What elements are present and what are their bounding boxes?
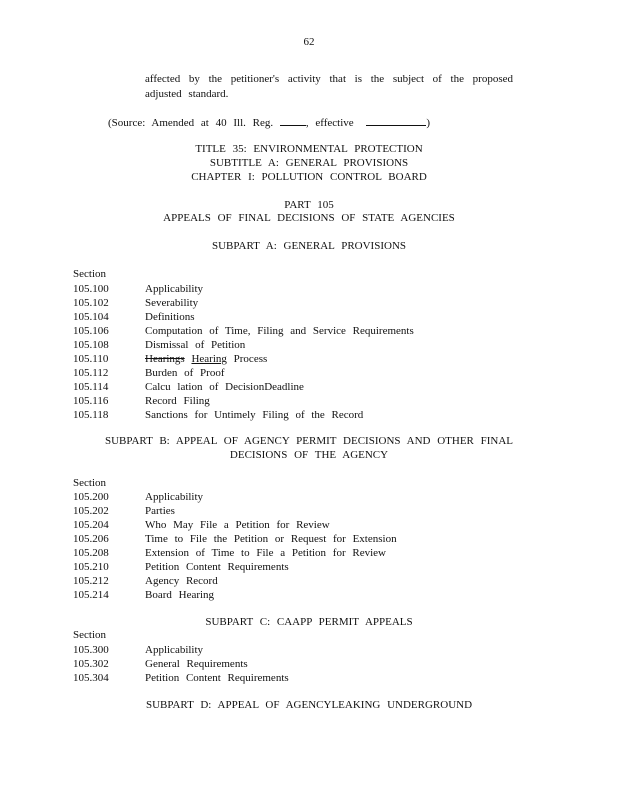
section-row xyxy=(73,324,414,338)
subpart-d-heading: SUBPART D: APPEAL OF AGENCYLEAKING UNDERGROUND xyxy=(145,699,473,711)
intro-paragraph: affected by the petitioner's activity that is the subject of the proposed adjusted standard. xyxy=(145,73,513,100)
part-name: APPEALS OF FINAL DECISIONS OF STATE AGENCIES xyxy=(163,212,455,224)
section-row xyxy=(73,338,245,352)
source-suffix: ) xyxy=(426,117,431,129)
source-prefix: (Source: Amended at 40 Ill. Reg. xyxy=(108,117,274,129)
source-note xyxy=(108,115,430,129)
section-number: 105.118 xyxy=(73,409,109,421)
section-number: 105.202 xyxy=(73,505,109,517)
title-line: TITLE 35: ENVIRONMENTAL PROTECTION xyxy=(195,143,423,155)
subpart-a-heading: SUBPART A: GENERAL PROVISIONS xyxy=(212,240,406,252)
blank-register-line xyxy=(280,115,306,126)
section-title: Applicability xyxy=(145,644,204,656)
section-number: 105.106 xyxy=(73,325,109,337)
section-row xyxy=(73,352,267,366)
section-title: Board Hearing xyxy=(145,589,215,601)
section-number: 105.110 xyxy=(73,353,109,365)
section-number: 105.102 xyxy=(73,297,109,309)
section-row xyxy=(73,296,198,310)
section-number: 105.300 xyxy=(73,644,109,656)
section-title-rest: Process xyxy=(233,353,268,365)
section-number: 105.206 xyxy=(73,533,109,545)
section-number: 105.212 xyxy=(73,575,109,587)
section-row xyxy=(73,310,195,324)
section-title: Burden of Proof xyxy=(145,367,225,379)
section-title: Applicability xyxy=(145,491,204,503)
section-row xyxy=(73,532,397,546)
section-number: 105.200 xyxy=(73,491,109,503)
section-row xyxy=(73,490,203,504)
section-title: Petition Content Requirements xyxy=(145,672,289,684)
subpart-b-heading-line2: DECISIONS OF THE AGENCY xyxy=(229,449,389,461)
section-title: Extension of Time to File a Petition for Review xyxy=(145,547,386,559)
subpart-a-section-label: Section xyxy=(73,268,106,280)
section-number: 105.108 xyxy=(73,339,109,351)
section-title: Parties xyxy=(145,505,175,517)
section-row xyxy=(73,546,386,560)
section-title: Agency Record xyxy=(145,575,218,587)
chapter-line: CHAPTER I: POLLUTION CONTROL BOARD xyxy=(191,171,427,183)
section-number: 105.302 xyxy=(73,658,109,670)
page-number: 62 xyxy=(303,36,315,48)
section-row xyxy=(73,366,225,380)
source-mid: , effective xyxy=(305,117,354,129)
section-title: Computation of Time, Filing and Service Requirements xyxy=(145,325,414,337)
section-number: 105.214 xyxy=(73,589,109,601)
section-number: 105.204 xyxy=(73,519,109,531)
subpart-c-heading: SUBPART C: CAAPP PERMIT APPEALS xyxy=(205,616,413,628)
section-row xyxy=(73,380,304,394)
section-title: Time to File the Petition or Request for Extension xyxy=(145,533,397,545)
section-row xyxy=(73,574,218,588)
subpart-b-heading-line1: SUBPART B: APPEAL OF AGENCY PERMIT DECISIONS AND OTHER FINAL xyxy=(104,435,514,447)
section-row xyxy=(73,657,248,671)
section-row xyxy=(73,408,363,422)
section-row xyxy=(73,504,175,518)
section-title: Record Filing xyxy=(145,395,210,407)
section-title: Dismissal of Petition xyxy=(145,339,246,351)
subtitle-line: SUBTITLE A: GENERAL PROVISIONS xyxy=(209,157,409,169)
section-row xyxy=(73,588,214,602)
section-title-struck: Hearings xyxy=(145,353,185,365)
section-title: Severability xyxy=(145,297,199,309)
section-title-added: Hearing xyxy=(191,353,227,365)
section-title: Sanctions for Untimely Filing of the Record xyxy=(145,409,364,421)
section-number: 105.208 xyxy=(73,547,109,559)
section-row xyxy=(73,643,203,657)
section-row xyxy=(73,518,330,532)
section-title: Calcu lation of DecisionDeadline xyxy=(145,381,304,393)
part-number: PART 105 xyxy=(284,199,334,211)
section-number: 105.104 xyxy=(73,311,109,323)
section-title: Petition Content Requirements xyxy=(145,561,289,573)
section-row xyxy=(73,282,203,296)
section-number: 105.210 xyxy=(73,561,109,573)
section-number: 105.114 xyxy=(73,381,109,393)
blank-effective-line xyxy=(366,115,426,126)
section-row xyxy=(73,394,210,408)
section-title: General Requirements xyxy=(145,658,248,670)
subpart-c-section-label: Section xyxy=(73,629,106,641)
section-number: 105.116 xyxy=(73,395,109,407)
section-title: Applicability xyxy=(145,283,204,295)
section-number: 105.100 xyxy=(73,283,109,295)
subpart-b-section-label: Section xyxy=(73,477,106,489)
section-row xyxy=(73,560,289,574)
section-number: 105.304 xyxy=(73,672,109,684)
section-number: 105.112 xyxy=(73,367,109,379)
section-title: Who May File a Petition for Review xyxy=(145,519,330,531)
section-title: Definitions xyxy=(145,311,195,323)
section-row xyxy=(73,671,289,685)
